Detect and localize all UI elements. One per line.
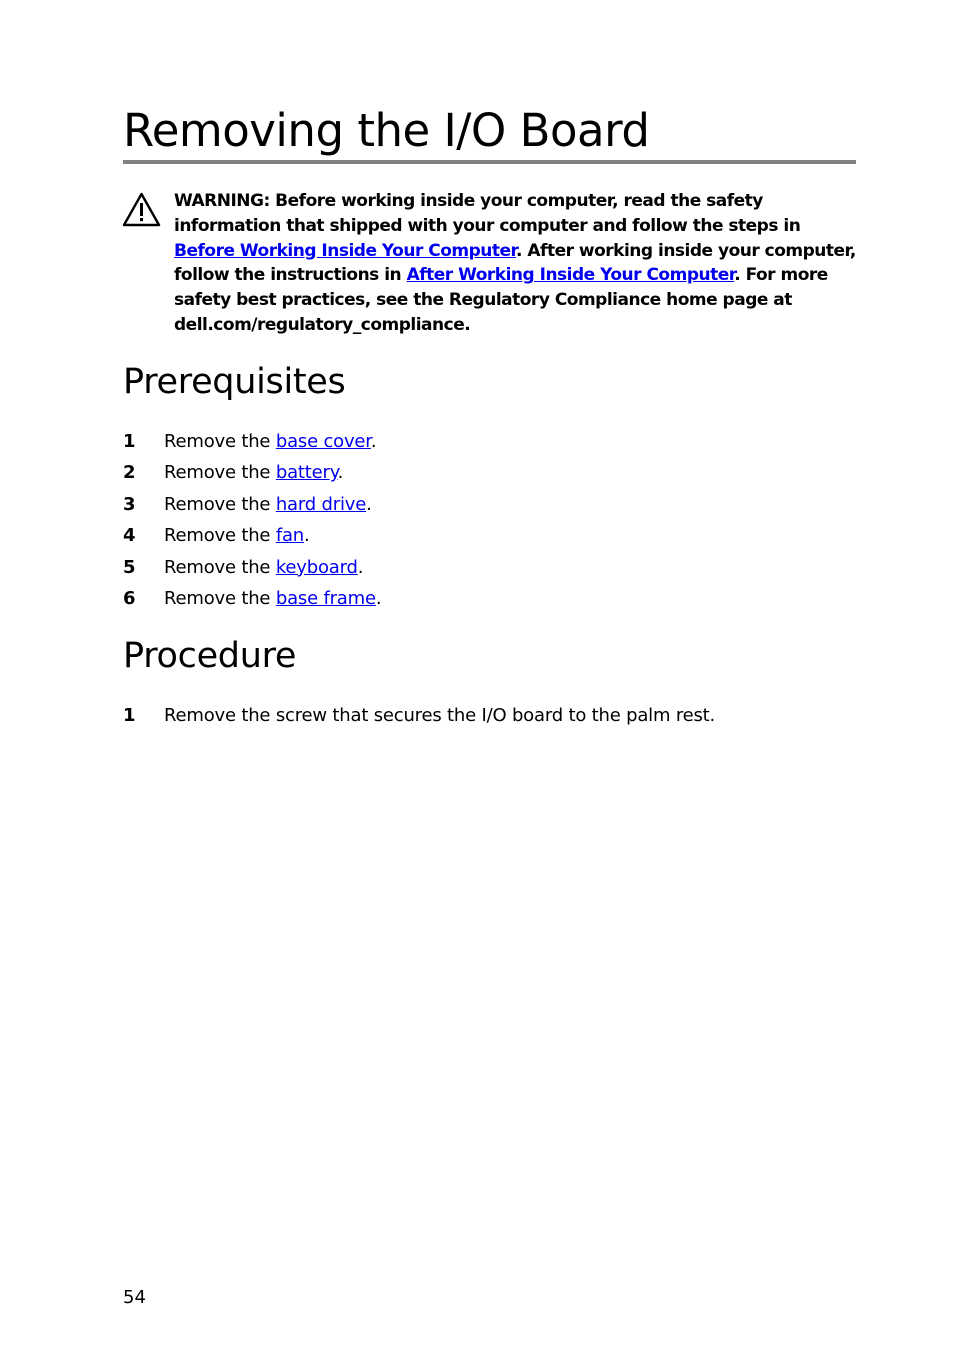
procedure-heading: Procedure <box>123 636 297 676</box>
battery-link[interactable]: battery <box>275 462 338 484</box>
step-number: 5 <box>123 556 136 578</box>
step-suffix: . <box>337 462 344 484</box>
step-number: 6 <box>123 587 136 609</box>
warning-text-part-3: . For more safety best practices, see the Regulatory Compliance home page at dell.com/regulatory_compliance. <box>174 265 828 335</box>
page-number: 54 <box>123 1287 146 1308</box>
step-number: 1 <box>123 431 136 452</box>
step-number: 2 <box>123 462 136 484</box>
prerequisites-heading: Prerequisites <box>123 362 346 402</box>
warning-message <box>174 189 864 338</box>
step-text: Remove the screw that secures the I/O board to the palm rest. <box>164 705 716 726</box>
step-prefix: Remove the <box>164 525 276 547</box>
after-working-inside-link[interactable]: After Working Inside Your Computer <box>406 265 735 286</box>
step-number: 4 <box>123 525 136 547</box>
warning-triangle-icon <box>122 192 161 227</box>
base-frame-link[interactable]: base frame <box>275 587 376 609</box>
step-suffix: . <box>357 556 364 578</box>
base-cover-link[interactable]: base cover <box>275 431 371 452</box>
step-number: 1 <box>123 705 136 726</box>
step-text <box>164 457 343 488</box>
step-prefix: Remove the <box>164 587 276 609</box>
step-prefix: Remove the <box>164 493 276 515</box>
step-prefix: Remove the <box>164 462 276 484</box>
page-title: Removing the I/O Board <box>123 104 650 157</box>
step-text <box>164 489 372 520</box>
before-working-inside-link[interactable]: Before Working Inside Your Computer <box>174 240 517 261</box>
step-text <box>164 426 376 457</box>
warning-text-part-1: WARNING: Before working inside your computer, read the safety information that shipped with your computer and follow the steps in <box>174 191 801 236</box>
step-prefix: Remove the <box>164 556 276 578</box>
step-suffix: . <box>366 493 372 515</box>
step-prefix: Remove the <box>164 431 276 452</box>
step-suffix: . <box>304 525 310 547</box>
step-text <box>164 552 363 583</box>
step-text <box>164 583 381 614</box>
title-underline <box>123 160 856 164</box>
step-suffix: . <box>370 431 377 452</box>
step-suffix: . <box>375 587 382 609</box>
warning-text-part-2: . After working inside your computer, follow the instructions in <box>174 240 856 286</box>
step-text <box>164 520 310 551</box>
hard-drive-link[interactable]: hard drive <box>275 493 367 515</box>
keyboard-link[interactable]: keyboard <box>275 556 358 578</box>
fan-link[interactable]: fan <box>275 525 305 547</box>
step-number: 3 <box>123 493 136 515</box>
